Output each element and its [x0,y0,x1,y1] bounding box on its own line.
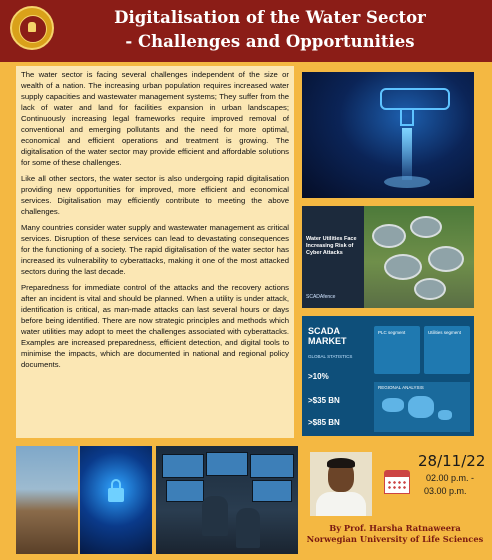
paragraph-2: Like all other sectors, the water sector is also undergoing rapid digitalisation providing new opportunities for improved, more efficient and economical services. Digitalisation may efficiently contribute to meeting the above challenges. [21,174,289,216]
water-facility-photo [16,446,78,554]
title-line-2: - Challenges and Opportunities [125,32,415,51]
scada-box-utilities: Utilities segment [428,330,462,335]
cyber-security-image [80,446,152,554]
scada-market-infographic [302,316,474,436]
scada-box-plc: PLC segment [378,330,406,335]
digital-water-tap-image [302,72,474,198]
plant-caption: Water Utilities Face Increasing Risk of Cyber Attacks [306,236,357,256]
faucet-icon [380,88,450,110]
page-title [110,6,430,54]
speaker-byline [304,523,486,545]
speaker-photo [310,452,372,516]
scada-value-1: >$35 BN [308,396,340,405]
lock-icon [108,488,124,502]
speaker-name: By Prof. Harsha Ratnaweera [329,523,461,533]
scada-cagr: >10% [308,372,329,381]
scada-title: SCADA MARKET [308,326,347,346]
paragraph-4: Preparedness for immediate control of the attacks and the recovery actions after an incident is vital and should be planned. When a utility is under attack, identification is critical, as man-made attacks can last several hours or days before being identified. There are now strategic principles and methods which water utilities may adopt to meet the challenges associated with cyberattacks. Examples are increased preparedness, efficient detection, and digital tools to minimise the impacts, which are documented in national and regional policy documents. [21,283,289,369]
control-room-photo [156,446,298,554]
event-time-start: 02.00 p.m. - [426,473,475,483]
header-banner [0,0,492,62]
scada-region-label: REGIONAL ANALYSIS [378,385,424,390]
speaker-affiliation: Norwegian University of Life Sciences [306,534,484,544]
event-date: 28/11/22 [418,452,486,470]
scada-value-2: >$85 BN [308,418,340,427]
calendar-icon [384,470,410,494]
paragraph-3: Many countries consider water supply and wastewater management as critical services. Disruption of these services can lead to devastating consequences for the functioning of a society. The rapid digitalisation of the water sector has increased its vulnerability to cyberattacks, making it one of the most attacked sectors during the last decade. [21,223,289,276]
paragraph-1: The water sector is facing several challenges independent of the size or wealth of a nation. The increasing urban population requires increased water supply capacities and wastewater management systems; They suffer from the lack of water and land for facilities expansion in urban landscapes; Continuously increasing legal frameworks require improved removal of conventional and emerging pollutants and the need for more optimal, economical and efficient operations and treatment is growing. The digitalisation of the water sector may provide efficient and affordable solutions for some of these challenges. [21,70,289,167]
university-crest-icon [10,6,54,50]
treatment-plant-image [302,206,474,308]
title-line-1: Digitalisation of the Water Sector [114,8,426,27]
plant-brand: SCADAfence [306,294,336,300]
event-time-end: 03.00 p.m. [424,486,467,496]
abstract-text-box [16,66,294,438]
scada-subtitle: GLOBAL STATISTICS [308,354,353,359]
